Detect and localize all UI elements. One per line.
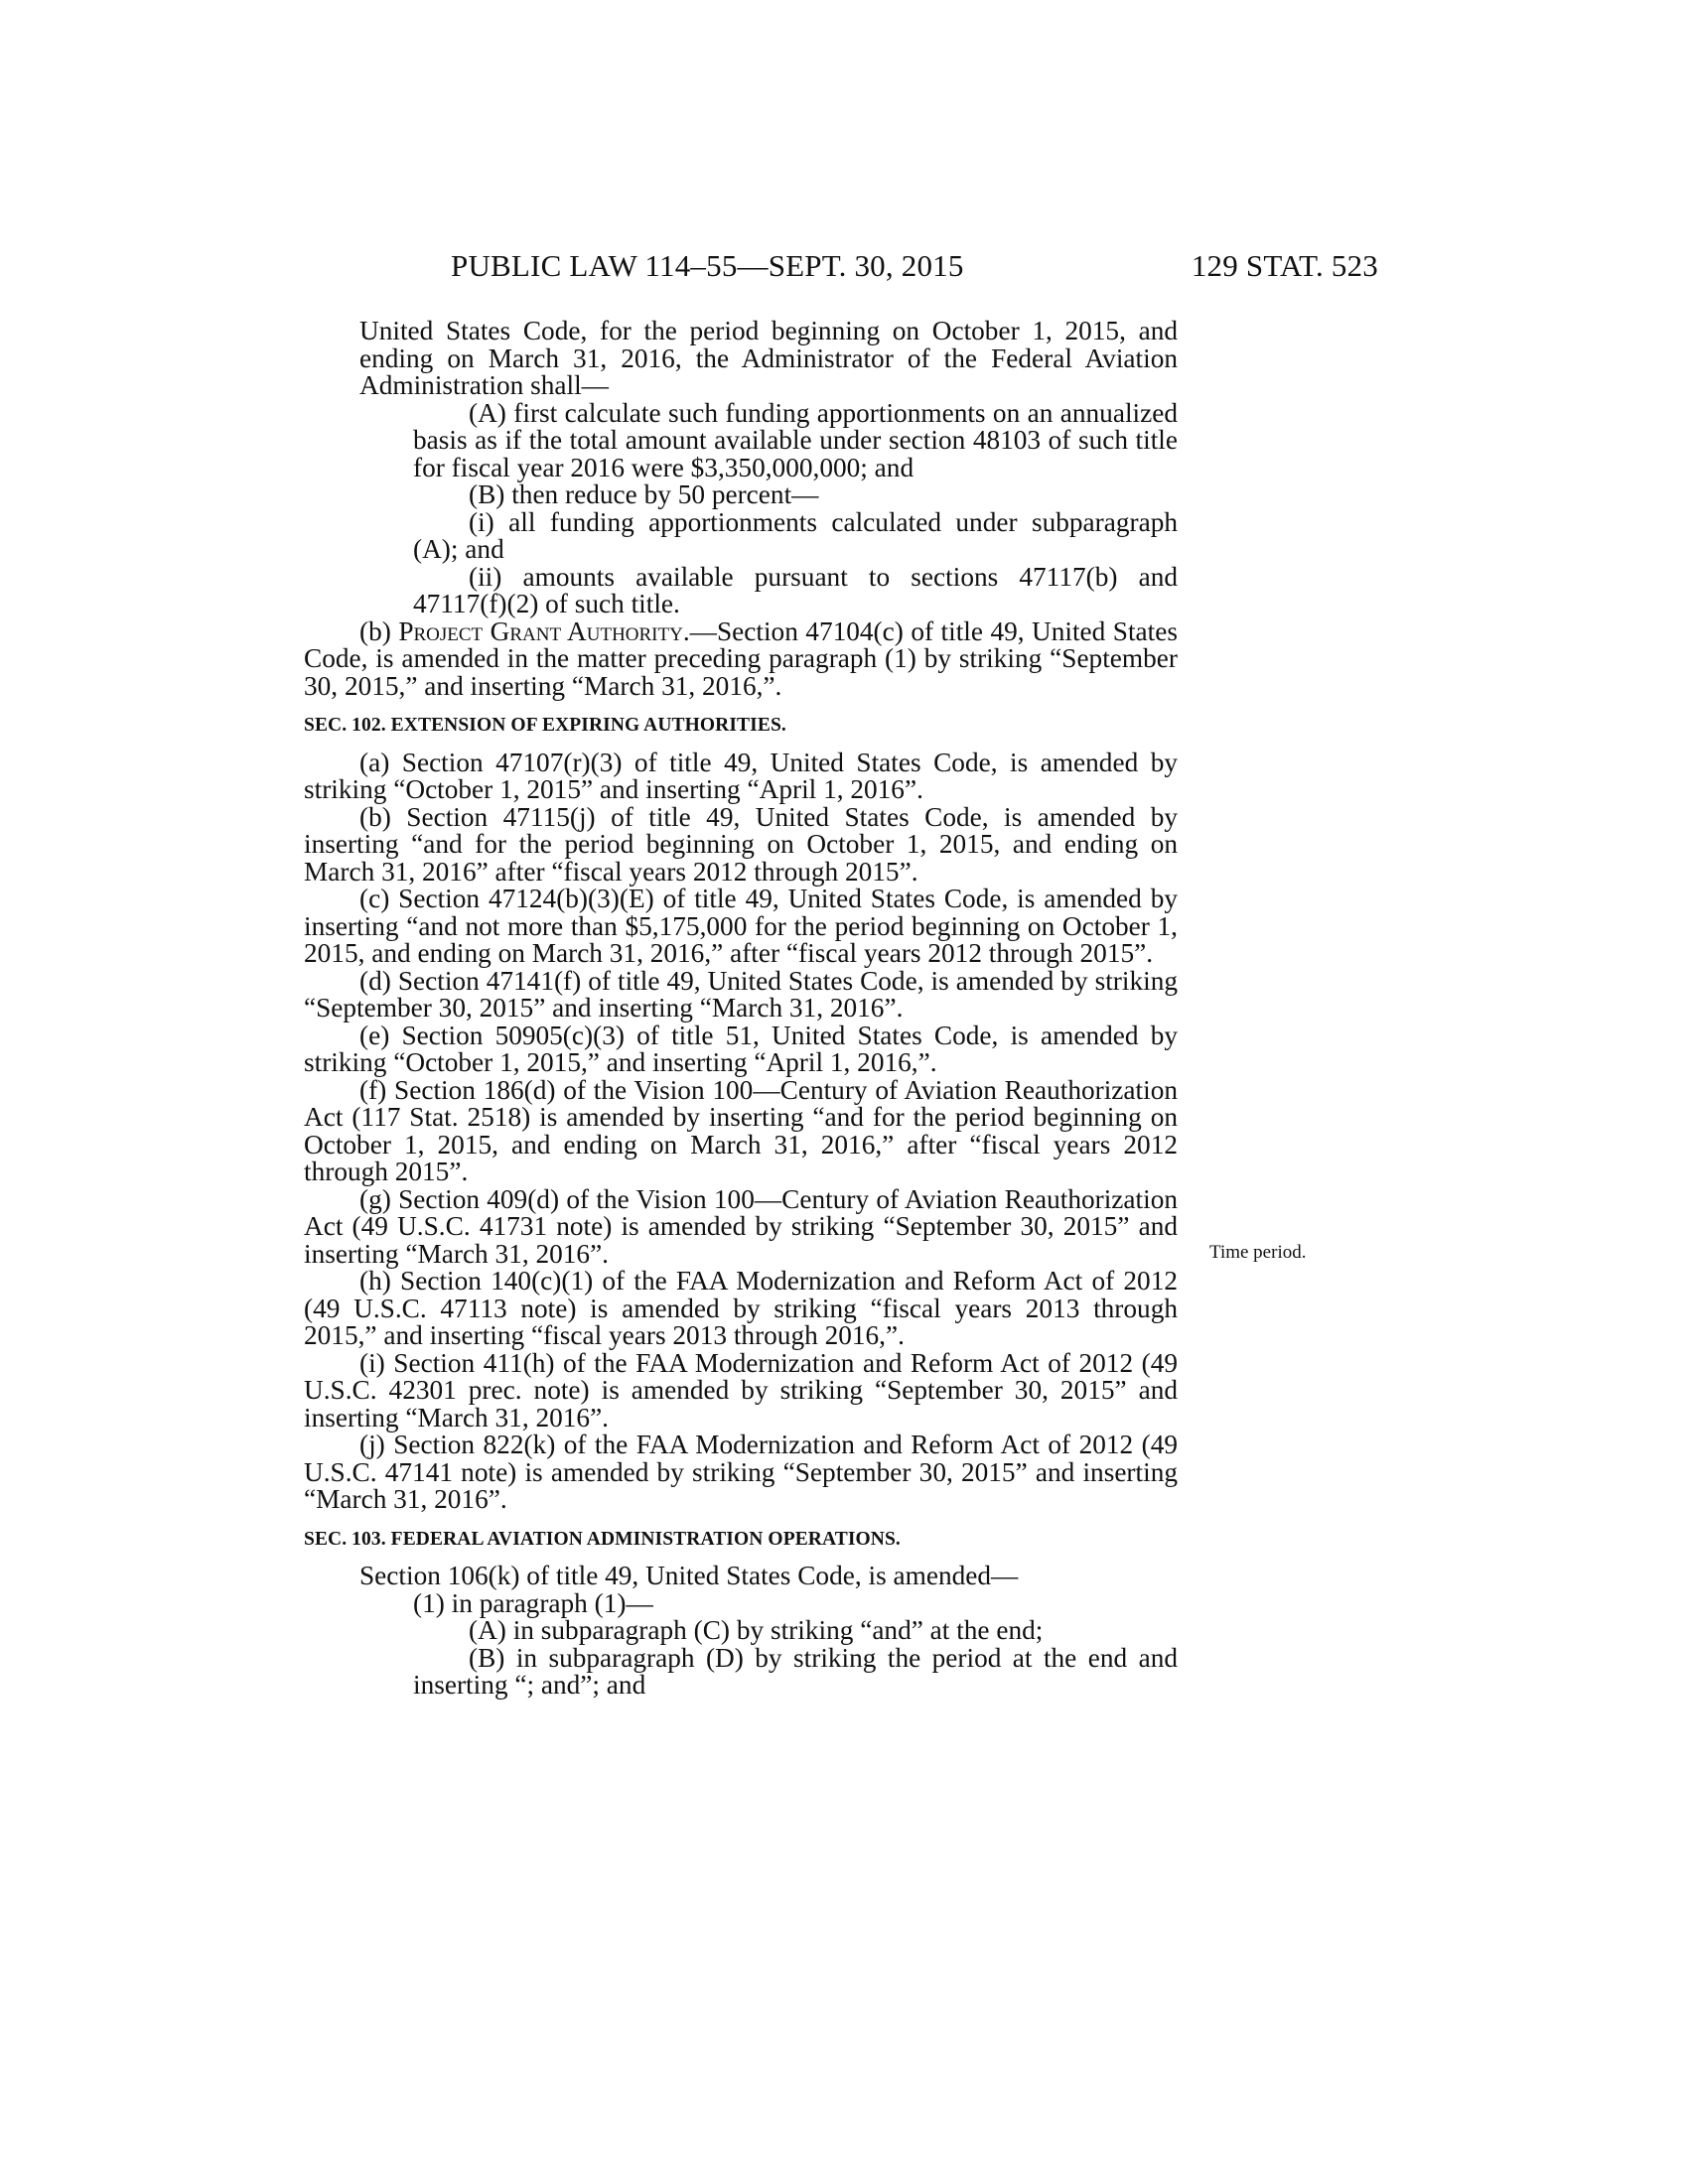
subsection-g: (g) Section 409(d) of the Vision 100—Century of Aviation Reauthorization Act (49 U.S.C. 41731 note) is amended by striking “September 30, 2015” and inserting “March 31, 2016”. — [304, 1183, 1178, 1269]
statute-page-reference: 129 STAT. 523 — [1191, 248, 1378, 283]
subsection-label: (b) — [359, 615, 399, 646]
subsection-i: (i) Section 411(h) of the FAA Modernization and Reform Act of 2012 (49 U.S.C. 42301 prec. note) is amended by striking “September 30, 2015” and inserting “March 31, 2016”. — [304, 1347, 1178, 1433]
subparagraph-B: (B) then reduce by 50 percent— — [469, 479, 819, 509]
subsection-f: (f) Section 186(d) of the Vision 100—Century of Aviation Reauthorization Act (117 Stat. 2518) is amended by inserting “and for the period beginning on October 1, 2015, and ending on March 31, 2016,” after “fiscal years 2012 through 2015”. — [304, 1074, 1178, 1186]
subsection-j: (j) Section 822(k) of the FAA Modernization and Reform Act of 2012 (49 U.S.C. 47141 note) is amended by striking “September 30, 2015” and inserting “March 31, 2016”. — [304, 1430, 1178, 1514]
subsection-a: (a) Section 47107(r)(3) of title 49, United States Code, is amended by striking “October 1, 2015” and inserting “April 1, 2016”. — [304, 747, 1178, 804]
clause-i: (i) all funding apportionments calculated under subparagraph (A); and — [413, 506, 1178, 564]
subsection-text: .—Section 47104(c) of title 49, United States Code, is amended in the matter preceding paragraph (1) by striking “September 30, 2015,” and inserting “March 31, 2016,”. — [304, 615, 1178, 701]
page-header — [0, 248, 1688, 288]
section-103-intro: Section 106(k) of title 49, United States Code, is amended— — [359, 1561, 1019, 1590]
subsection-b-project-grant — [304, 615, 1178, 701]
margin-note: Time period. — [1209, 1242, 1307, 1263]
subsection-e: (e) Section 50905(c)(3) of title 51, United States Code, is amended by striking “October 1, 2015,” and inserting “April 1, 2016,”. — [304, 1020, 1178, 1077]
subparagraph-103-B: (B) in subparagraph (D) by striking the period at the end and inserting “; and”; and — [413, 1642, 1178, 1700]
subsection-heading: Project Grant Authority — [398, 615, 683, 646]
subsection-c: (c) Section 47124(b)(3)(E) of title 49, United States Code, is amended by inserting “and not more than $5,175,000 for the period beginning on October 1, 2015, and ending on March 31, 2016,” after “fiscal years 2012 through 2015”. — [304, 884, 1178, 968]
running-head: PUBLIC LAW 114–55—SEPT. 30, 2015 — [451, 248, 964, 283]
clause-ii: (ii) amounts available pursuant to sections 47117(b) and 47117(f)(2) of such title. — [413, 561, 1178, 618]
subparagraph-103-A: (A) in subparagraph (C) by striking “and” at the end; — [469, 1615, 1044, 1645]
paragraph-1: (1) in paragraph (1)— — [413, 1587, 653, 1618]
paragraph-continuation: United States Code, for the period beginning on October 1, 2015, and ending on March 31, 2016, the Administrator of the Federal Aviation Administration shall— — [359, 316, 1178, 400]
document-body — [304, 318, 1178, 1700]
section-heading-102: SEC. 102. EXTENSION OF EXPIRING AUTHORITIES. — [304, 715, 786, 736]
subsection-d: (d) Section 47141(f) of title 49, United States Code, is amended by striking “September 30, 2015” and inserting “March 31, 2016”. — [304, 965, 1178, 1023]
subsection-h: (h) Section 140(c)(1) of the FAA Modernization and Reform Act of 2012 (49 U.S.C. 47113 note) is amended by striking “fiscal years 2013 through 2015,” and inserting “fiscal years 2013 through 2016,”. — [304, 1266, 1178, 1350]
subsection-b: (b) Section 47115(j) of title 49, United States Code, is amended by inserting “and for the period beginning on October 1, 2015, and ending on March 31, 2016” after “fiscal years 2012 through 2015”. — [304, 801, 1178, 887]
section-heading-103: SEC. 103. FEDERAL AVIATION ADMINISTRATION OPERATIONS. — [304, 1528, 901, 1550]
subparagraph-A: (A) first calculate such funding apportionments on an annualized basis as if the total amount available under section 48103 of such title for fiscal year 2016 were $3,350,000,000; and — [413, 397, 1178, 482]
